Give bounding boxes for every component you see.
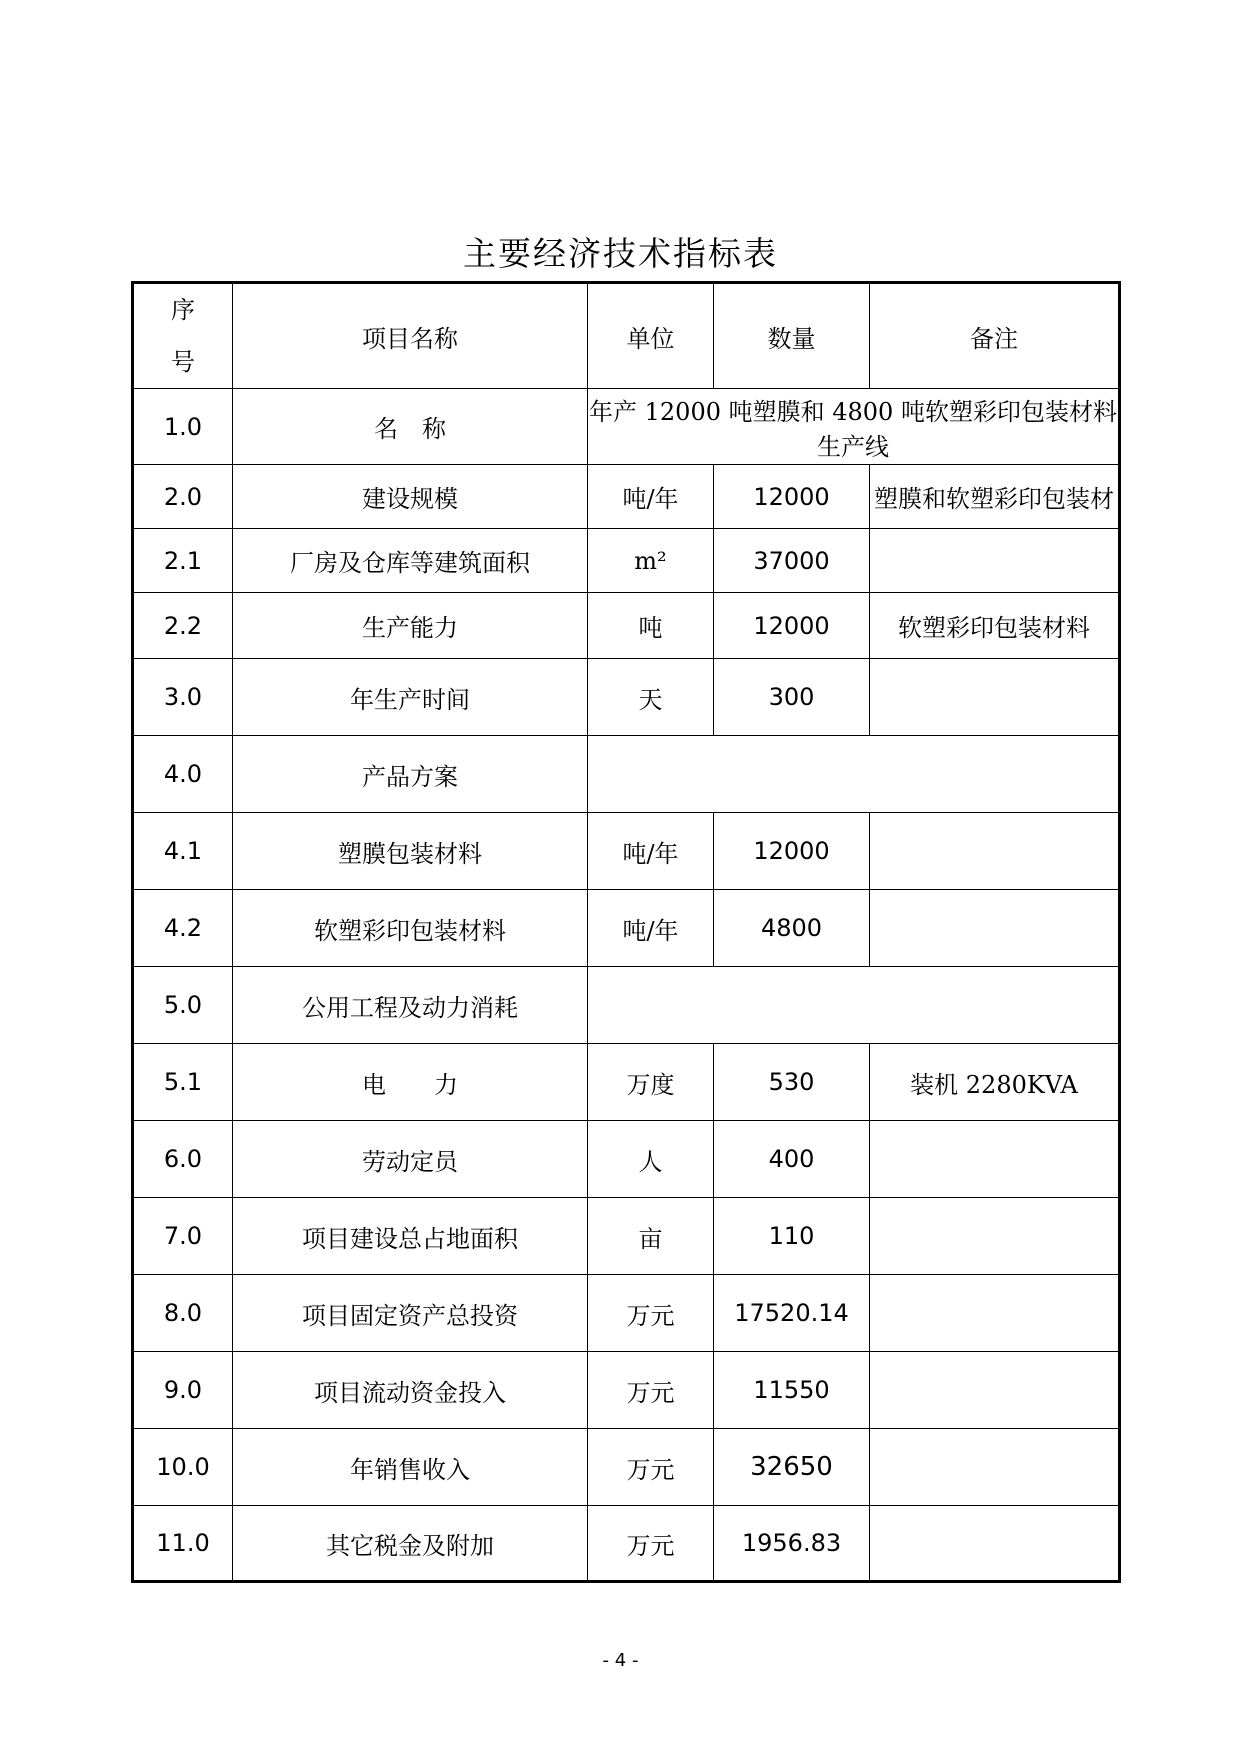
table-header-row [133,283,1120,389]
row-name: 项目固定资产总投资 [233,1275,588,1352]
row-remark [870,1121,1120,1198]
row-seq: 6.0 [133,1121,233,1198]
table-row [133,1121,1120,1198]
row-name: 建设规模 [233,465,588,529]
header-seq-top: 序 [171,296,195,324]
row-name: 公用工程及动力消耗 [233,967,588,1044]
row-quantity: 300 [714,659,870,736]
row-name: 名 称 [233,389,588,465]
table-row [133,967,1120,1044]
table-row [133,1044,1120,1121]
row-remark [870,1352,1120,1429]
row-quantity: 4800 [714,890,870,967]
header-unit: 单位 [588,283,714,389]
row-unit: 万度 [588,1044,714,1121]
row-remark [870,1275,1120,1352]
row-quantity: 12000 [714,465,870,529]
row-seq: 2.1 [133,529,233,593]
row-unit: 吨/年 [588,813,714,890]
row-seq: 2.2 [133,593,233,659]
row-name: 电 力 [233,1044,588,1121]
row-name: 年销售收入 [233,1429,588,1506]
header-seq-bottom: 号 [171,348,195,376]
row-name: 劳动定员 [233,1121,588,1198]
row-quantity: 37000 [714,529,870,593]
economic-indicators-table [131,281,1121,1583]
row-unit: 万元 [588,1275,714,1352]
row-quantity: 110 [714,1198,870,1275]
row-remark [870,659,1120,736]
page-number: - 4 - [602,1650,639,1671]
row-quantity: 400 [714,1121,870,1198]
row-remark [870,813,1120,890]
row-quantity: 11550 [714,1352,870,1429]
row-unit: 万元 [588,1352,714,1429]
row-quantity: 17520.14 [714,1275,870,1352]
row-seq: 9.0 [133,1352,233,1429]
row-name: 年生产时间 [233,659,588,736]
page-title: 主要经济技术指标表 [463,234,778,273]
row-remark [870,1198,1120,1275]
row-unit: 吨/年 [588,465,714,529]
row-remark: 软塑彩印包装材料 [870,593,1120,659]
row-unit: 天 [588,659,714,736]
row-quantity: 1956.83 [714,1506,870,1582]
row-seq: 4.2 [133,890,233,967]
row-seq: 8.0 [133,1275,233,1352]
row-name: 项目流动资金投入 [233,1352,588,1429]
row-seq: 7.0 [133,1198,233,1275]
row-seq: 4.0 [133,736,233,813]
table-row [133,1429,1120,1506]
row-remark [870,529,1120,593]
row-unit: m² [588,529,714,593]
row-merged-value [588,736,1120,813]
row-seq: 5.0 [133,967,233,1044]
header-seq [133,283,233,389]
table-row [133,1198,1120,1275]
row-remark [870,890,1120,967]
table-row [133,529,1120,593]
row-unit: 吨 [588,593,714,659]
table-row [133,659,1120,736]
row-quantity: 12000 [714,813,870,890]
header-name: 项目名称 [233,283,588,389]
row-seq: 1.0 [133,389,233,465]
row-seq: 5.1 [133,1044,233,1121]
row-quantity: 530 [714,1044,870,1121]
row-quantity: 32650 [714,1429,870,1506]
table-row [133,890,1120,967]
row-remark [870,1506,1120,1582]
table-row [133,1275,1120,1352]
row-remark: 装机 2280KVA [870,1044,1120,1121]
row-merged-value: 年产 12000 吨塑膜和 4800 吨软塑彩印包装材料生产线 [588,389,1120,465]
table-row [133,465,1120,529]
row-name: 软塑彩印包装材料 [233,890,588,967]
row-seq: 4.1 [133,813,233,890]
table-row [133,813,1120,890]
row-seq: 10.0 [133,1429,233,1506]
header-remark: 备注 [870,283,1120,389]
row-name: 产品方案 [233,736,588,813]
row-unit: 吨/年 [588,890,714,967]
table-row [133,1352,1120,1429]
row-unit: 人 [588,1121,714,1198]
row-seq: 2.0 [133,465,233,529]
row-unit: 万元 [588,1429,714,1506]
row-unit: 万元 [588,1506,714,1582]
row-name: 其它税金及附加 [233,1506,588,1582]
row-name: 厂房及仓库等建筑面积 [233,529,588,593]
table-row [133,736,1120,813]
table-row [133,593,1120,659]
row-remark [870,1429,1120,1506]
row-merged-value [588,967,1120,1044]
row-name: 生产能力 [233,593,588,659]
table-row [133,1506,1120,1582]
row-unit: 亩 [588,1198,714,1275]
row-name: 项目建设总占地面积 [233,1198,588,1275]
row-seq: 3.0 [133,659,233,736]
row-quantity: 12000 [714,593,870,659]
row-seq: 11.0 [133,1506,233,1582]
table-row [133,389,1120,465]
row-name: 塑膜包装材料 [233,813,588,890]
row-remark: 塑膜和软塑彩印包装材 [870,465,1120,529]
header-quantity: 数量 [714,283,870,389]
